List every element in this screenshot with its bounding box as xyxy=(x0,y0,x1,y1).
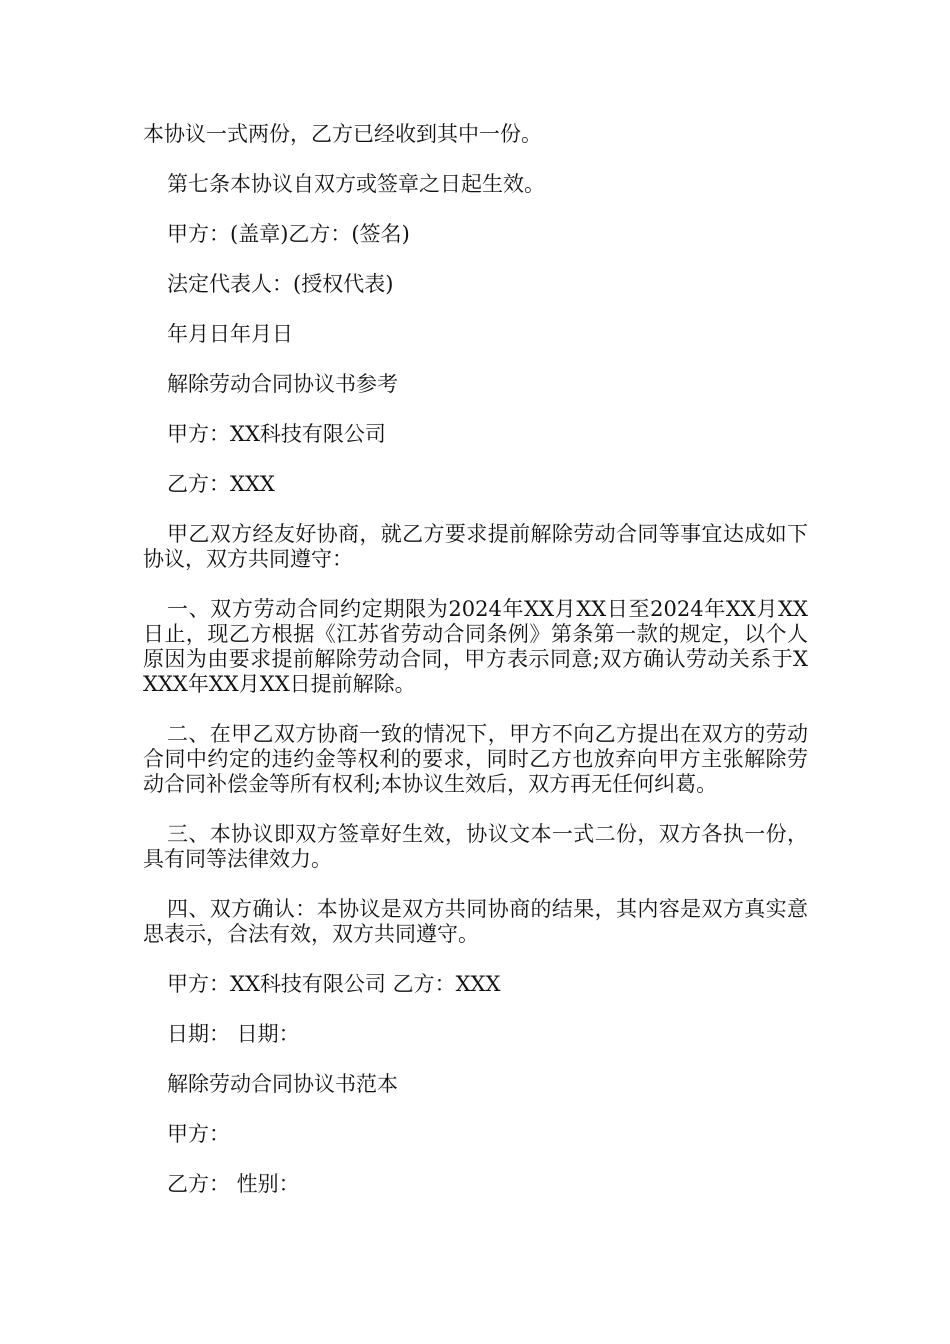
paragraph-party-a-blank: 甲方： xyxy=(167,1122,230,1146)
paragraph-copies-note: 本协议一式两份，乙方已经收到其中一份。 xyxy=(143,122,542,146)
paragraph-clause-four: 四、双方确认：本协议是双方共同协商的结果，其内容是双方真实意思表示，合法有效，双方共同遵守。 xyxy=(143,897,808,946)
paragraph-date-fields: 日期： 日期： xyxy=(167,1022,300,1046)
paragraph-clause-three: 三、本协议即双方签章好生效，协议文本一式二份，双方各执一份，具有同等法律效力。 xyxy=(143,822,808,871)
paragraph-clause-two: 二、在甲乙双方协商一致的情况下，甲方不向乙方提出在双方的劳动合同中约定的违约金等权利的要求，同时乙方也放弃向甲方主张解除劳动合同补偿金等所有权利;本协议生效后，双方再无任何纠葛。 xyxy=(143,722,808,796)
paragraph-signature-dates: 年月日年月日 xyxy=(167,322,293,346)
paragraph-signature-companies: 甲方：XX科技有限公司 乙方：XXX xyxy=(167,972,501,996)
document-body xyxy=(143,122,808,1222)
paragraph-signature-parties: 甲方：(盖章)乙方：(签名) xyxy=(167,222,410,246)
paragraph-legal-representative: 法定代表人：(授权代表) xyxy=(167,272,394,296)
section-title-template: 解除劳动合同协议书范本 xyxy=(167,1072,398,1096)
paragraph-preamble: 甲乙双方经友好协商，就乙方要求提前解除劳动合同等事宜达成如下协议，双方共同遵守： xyxy=(143,522,808,571)
paragraph-party-b: 乙方：XXX xyxy=(167,472,275,496)
paragraph-party-b-gender: 乙方： 性别： xyxy=(167,1172,300,1196)
section-title-reference: 解除劳动合同协议书参考 xyxy=(167,372,398,396)
paragraph-clause-one: 一、双方劳动合同约定期限为2024年XX月XX日至2024年XX月XX日止，现乙方根据《江苏省劳动合同条例》第条第一款的规定，以个人原因为由要求提前解除劳动合同，甲方表示同意;双方确认劳动关系于XXXX年XX月XX日提前解除。 xyxy=(143,597,808,696)
paragraph-article-seven: 第七条本协议自双方或签章之日起生效。 xyxy=(167,172,545,196)
paragraph-party-a: 甲方：XX科技有限公司 xyxy=(167,422,386,446)
